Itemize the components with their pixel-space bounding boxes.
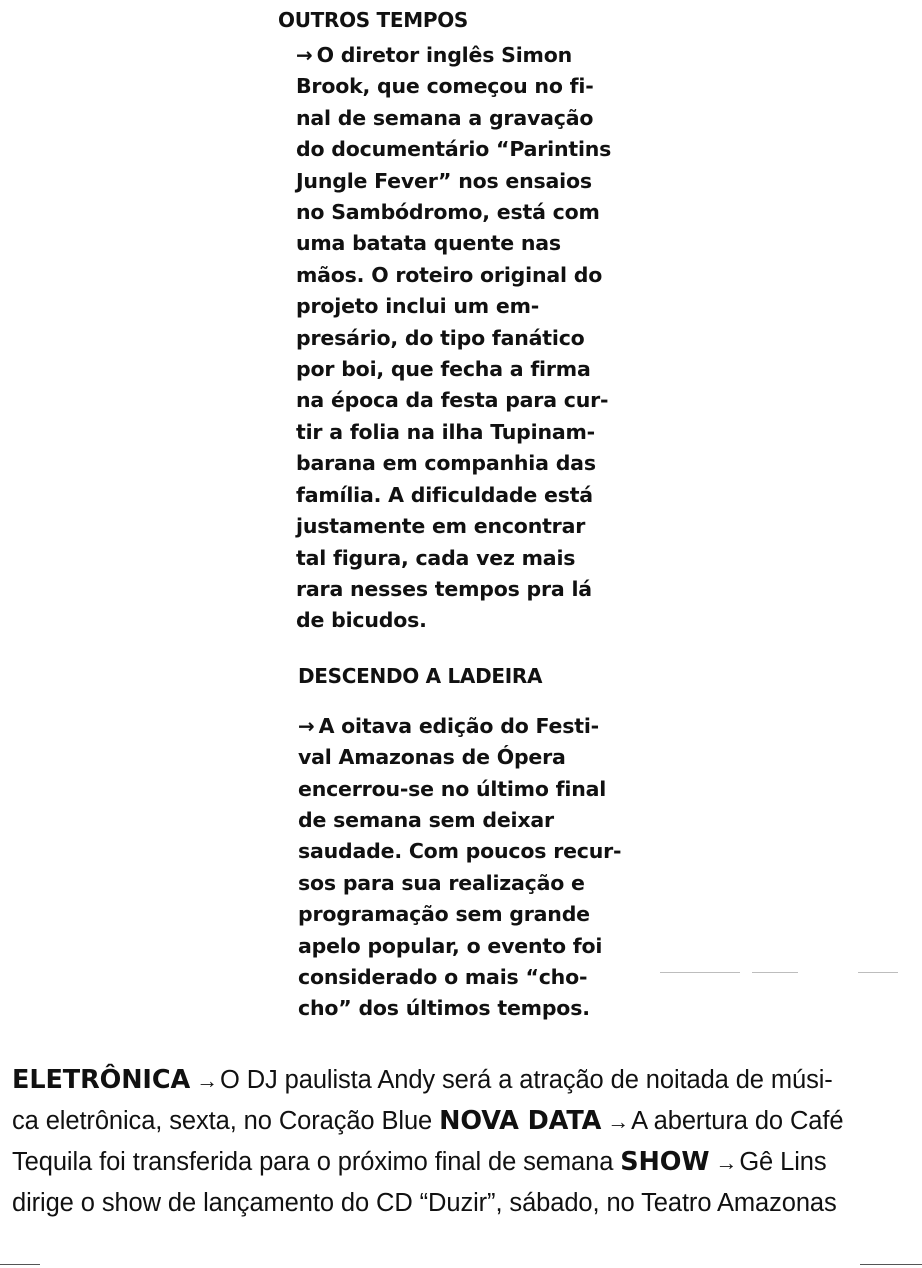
bottom-rule — [0, 1264, 40, 1265]
text-line: nal de semana a gravação — [296, 105, 594, 130]
text-line: rara nesses tempos pra lá — [296, 576, 592, 601]
text-line: barana em companhia das — [296, 451, 596, 476]
section-outros-tempos — [278, 8, 638, 637]
text-line: sos para sua realização e — [298, 870, 585, 895]
text-line: do documentário “Parintins — [296, 137, 612, 162]
brief-keyword: SHOW — [620, 1147, 710, 1177]
text-line: → A oitava edição do Festi- — [298, 711, 638, 742]
text-line: Brook, que começou no fi- — [296, 74, 594, 99]
text-line: Jungle Fever” nos ensaios — [296, 168, 592, 193]
brief-keyword: ELETRÔNICA — [12, 1065, 191, 1095]
footer-line: dirige o show de lançamento do CD “Duzir”, sábado, no Teatro Amazonas — [12, 1189, 837, 1217]
text-line: projeto inclui um em- — [296, 294, 540, 319]
text-line: tir a folia na ilha Tupinam- — [296, 419, 595, 444]
section-heading: DESCENDO A LADEIRA — [298, 663, 543, 688]
text-line: por boi, que fecha a firma — [296, 357, 591, 382]
text-line: tal figura, cada vez mais — [296, 545, 576, 570]
text-line: programação sem grande — [298, 902, 590, 927]
right-arrow-icon: → — [196, 1068, 218, 1093]
section-body — [278, 711, 638, 1025]
text-line: considerado o mais “cho- — [298, 964, 588, 989]
text-line: encerrou-se no último final — [298, 776, 607, 801]
text-line: justamente em encontrar — [296, 514, 586, 539]
text-line: na época da festa para cur- — [296, 388, 609, 413]
footer-line: ca eletrônica, sexta, no Coração Blue NOVA DATA →A abertura do Café — [12, 1101, 918, 1142]
right-arrow-icon: → — [298, 713, 315, 738]
footer-line: ELETRÔNICA →O DJ paulista Andy será a atração de noitada de músi- — [12, 1060, 918, 1101]
section-descendo-a-ladeira — [278, 664, 638, 1025]
text-line: apelo popular, o evento foi — [298, 933, 603, 958]
divider-rule — [858, 972, 898, 973]
text-line: de semana sem deixar — [298, 807, 554, 832]
text-line: presário, do tipo fanático — [296, 325, 585, 350]
divider-rule — [660, 972, 740, 973]
text-line: mãos. O roteiro original do — [296, 262, 603, 287]
text-line: cho” dos últimos tempos. — [298, 996, 590, 1021]
text-line: uma batata quente nas — [296, 231, 561, 256]
news-column — [278, 8, 638, 1025]
brief-keyword: NOVA DATA — [439, 1106, 602, 1136]
text-line: de bicudos. — [296, 608, 427, 633]
text-line: no Sambódromo, está com — [296, 200, 600, 225]
section-body — [278, 40, 638, 637]
text-line: val Amazonas de Ópera — [298, 745, 566, 770]
bottom-rule — [860, 1264, 922, 1265]
right-arrow-icon: → — [715, 1150, 738, 1175]
text-line: saudade. Com poucos recur- — [298, 839, 622, 864]
text-line: → O diretor inglês Simon — [296, 40, 638, 71]
divider-rule — [752, 972, 798, 973]
right-arrow-icon: → — [296, 43, 313, 67]
right-arrow-icon: → — [607, 1109, 630, 1134]
footer-line: Tequila foi transferida para o próximo final de semana SHOW →Gê Lins — [12, 1142, 918, 1183]
section-heading: OUTROS TEMPOS — [278, 8, 469, 32]
footer-briefs — [12, 1060, 918, 1223]
text-line: família. A dificuldade está — [296, 482, 593, 507]
